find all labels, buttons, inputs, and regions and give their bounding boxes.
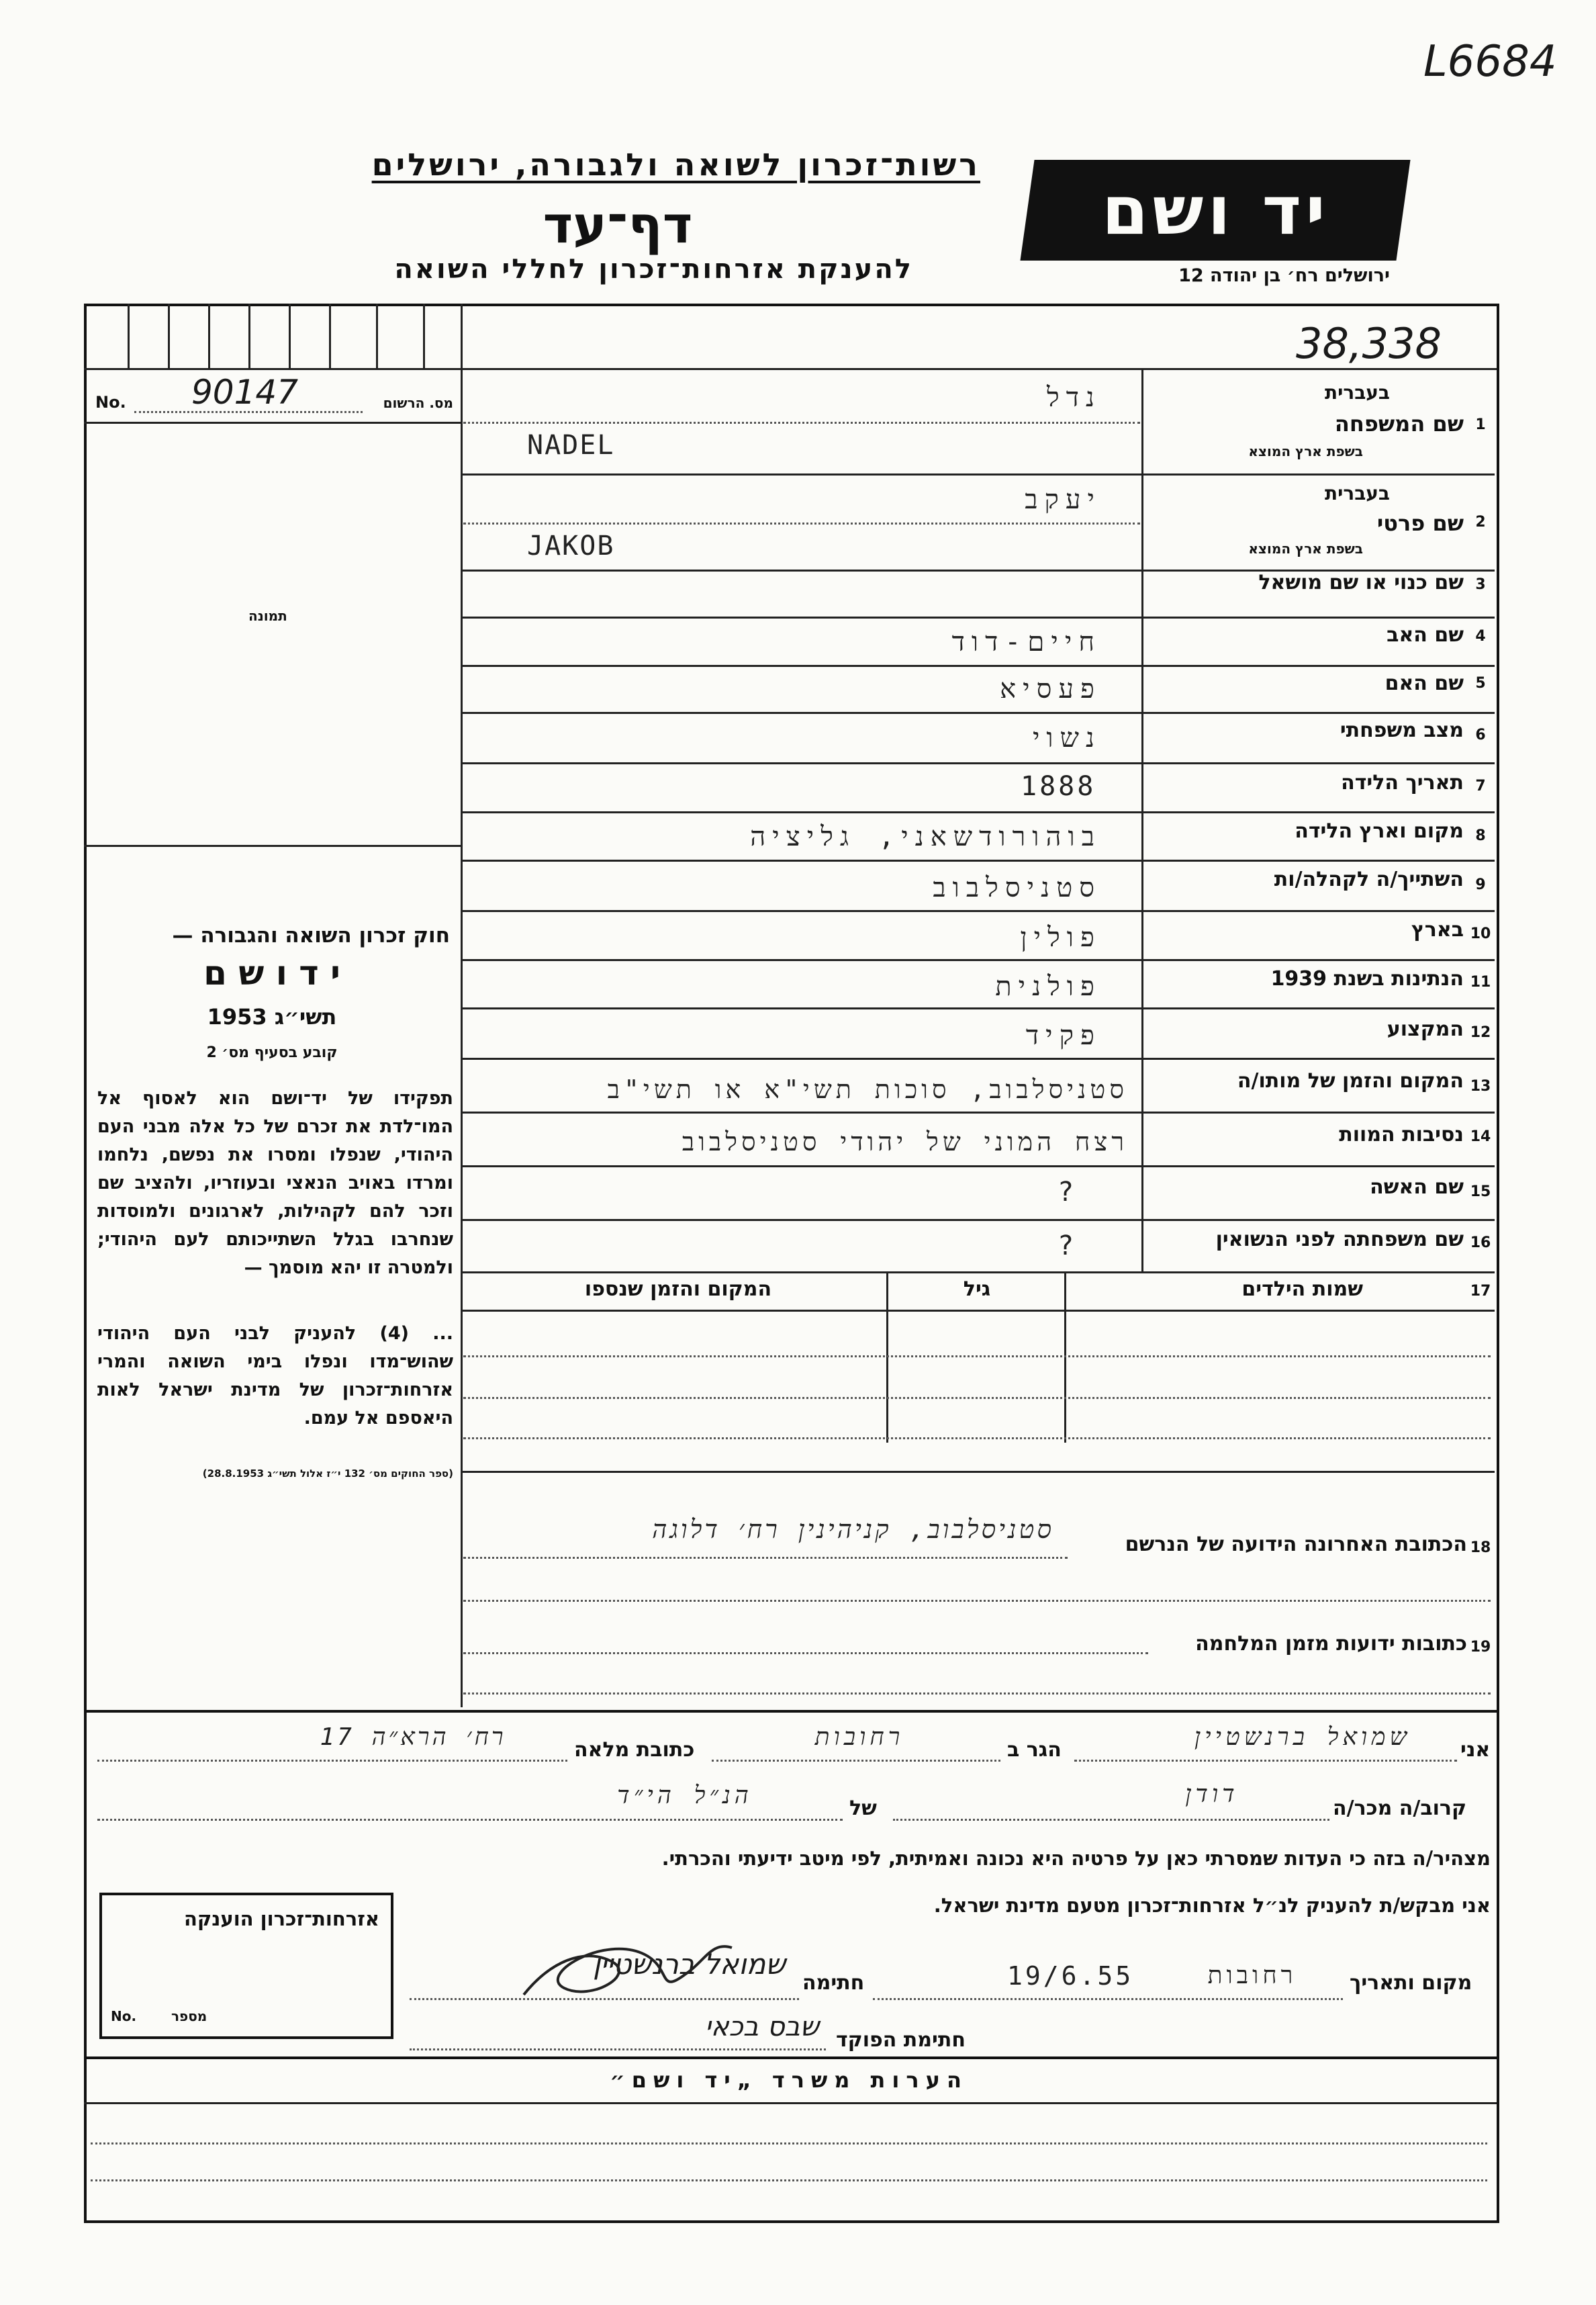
row1-subline (463, 422, 1140, 424)
registration-number: 90147 (191, 373, 299, 412)
authority-heading: רשות־זכרון לשואה ולגבורה, ירושלים (371, 146, 980, 183)
registration-dotted (134, 411, 363, 413)
birth-place: בוהורודשאני, גליציה (750, 821, 1101, 852)
row15-number: 15 (1470, 1183, 1491, 1200)
official-signature-label: חתימת הפוקד (836, 2028, 966, 2052)
profession: פקיד (1025, 1020, 1101, 1051)
death-circumstances: רצח המוני של יהודי סטניסלבוב (682, 1127, 1128, 1157)
community: סטניסלבוב (933, 872, 1101, 903)
law-clause: קובע בסעיף מס׳ 2 (206, 1044, 338, 1061)
law-source: (ספר החוקים מס׳ 132 י״ז אלול תשי״ג 28.8.1953) (202, 1467, 453, 1480)
of-value: הנ״ל הי״ד (617, 1782, 753, 1809)
death-place-time: סטניסלבוב, סוכות תשי"א או תשי"ב (607, 1075, 1128, 1104)
page-title: דף־עד (543, 195, 693, 255)
row5-number: 5 (1475, 675, 1486, 692)
children-age-header: גיל (963, 1277, 991, 1301)
official-line (410, 2048, 826, 2050)
top-strip-line (84, 368, 1497, 370)
label-column-divider (1141, 368, 1143, 1271)
relation-line (893, 1819, 1329, 1821)
children-place-header: המקום והזמן שנספו (584, 1277, 772, 1301)
row6-number: 6 (1475, 727, 1486, 743)
row9-number: 9 (1475, 876, 1486, 893)
row9-bottom (461, 910, 1495, 912)
logo-address: ירושלים רח׳ בן יהודה 12 (1178, 265, 1390, 286)
grant-no-label: No. (111, 2008, 137, 2024)
row9-label: השתייך/ה לקהלה/ות (1274, 868, 1464, 891)
last-address: סטניסלבוב, קניהינין רח׳ דלוגה (652, 1515, 1054, 1544)
left-column-divider (461, 304, 463, 1707)
grant-number-label: מספר (171, 2008, 207, 2024)
grant-box-title: אזרחות־זכרון הוענקה (183, 1907, 379, 1930)
box-divider (289, 304, 291, 368)
row19-number: 19 (1470, 1639, 1491, 1656)
row19-label: כתובות ידועות מזמן המלחמה (1195, 1632, 1467, 1656)
row6-label: מצב משפחתי (1340, 719, 1464, 742)
row1-bottom (461, 473, 1495, 476)
row14-bottom (461, 1165, 1495, 1167)
row18-number: 18 (1470, 1539, 1491, 1556)
yad-vashem-logo (1020, 160, 1410, 261)
row14-number: 14 (1470, 1128, 1491, 1145)
statement-1: מצהיר/ה בזה כי העדות שמסרתי כאן על פרטיה היא נכונה ואמיתית, לפי מיטב ידיעתי והכרתי. (661, 1847, 1491, 1870)
mother-name: פעסיא (1000, 674, 1101, 705)
official-signature: שבס בכאי (704, 2012, 819, 2042)
archive-number: L6684 (1423, 37, 1557, 87)
declarant-line (1074, 1760, 1457, 1762)
row11-label: הנתינות בשנת 1939 (1270, 967, 1464, 991)
father-name: חיים-דוד (951, 627, 1101, 658)
signature-scribble (510, 1921, 779, 2015)
notes-line (91, 2142, 1487, 2144)
file-number: 38,338 (1296, 319, 1442, 368)
row13-label: המקום והזמן של מותו/ה (1237, 1069, 1464, 1093)
city-line (712, 1760, 1000, 1762)
signature-line (410, 1998, 799, 2000)
box-divider (423, 304, 425, 368)
row2-subline (463, 523, 1140, 525)
declarant-city: רחובות (814, 1723, 904, 1751)
page-subtitle: להענקת אזרחות־זכרון לחללי השואה (394, 254, 913, 285)
row10-number: 10 (1470, 925, 1491, 942)
living-in-label: הגר ב (1007, 1738, 1062, 1762)
photo-box-bottom (84, 845, 461, 847)
children-names-header: שמות הילדים (1241, 1277, 1363, 1301)
row4-label: שם האב (1387, 623, 1464, 647)
row18-line2 (463, 1600, 1491, 1602)
sign-place: רחובות (1207, 1962, 1297, 1989)
row8-number: 8 (1475, 827, 1486, 844)
row2-hebrew-label: בעברית (1324, 482, 1390, 504)
row1-origin-label: בשפת ארץ המוצא (1248, 443, 1363, 459)
law-title: י ד ו ש ם (203, 954, 340, 993)
row18-line (463, 1557, 1068, 1559)
row12-number: 12 (1470, 1024, 1491, 1041)
place-date-label: מקום ותאריך (1350, 1971, 1472, 1995)
row16-label: שם משפחתה לפני הנשואין (1215, 1228, 1464, 1251)
nationality-1939: פולנית (995, 971, 1101, 1002)
row3-number: 3 (1475, 576, 1486, 593)
row13-bottom (461, 1112, 1495, 1114)
wife-name: ? (1058, 1177, 1081, 1208)
marital-status: נשוי (1032, 723, 1101, 754)
row6-bottom (461, 762, 1495, 764)
family-name-origin: NADEL (527, 430, 615, 461)
row13-number: 13 (1470, 1078, 1491, 1095)
children-row-line (463, 1437, 1491, 1439)
row7-number: 7 (1475, 778, 1486, 795)
row5-label: שם האם (1384, 672, 1464, 695)
row2-label: שם פרטי (1376, 510, 1464, 536)
row18-label: הכתובת האחרונה הידועה של הנרשם (1125, 1533, 1467, 1556)
registration-heb-label: מס. הרשום (383, 395, 453, 411)
family-name-hebrew: נדל (1047, 382, 1101, 413)
row10-label: בארץ (1411, 918, 1464, 942)
row2-number: 2 (1475, 514, 1486, 531)
row8-label: מקום וארץ הלידה (1295, 819, 1464, 843)
relation-label: קרוב/ה מכר/ה (1333, 1797, 1467, 1820)
wife-maiden-name: ? (1058, 1230, 1081, 1261)
row2-origin-label: בשפת ארץ המוצא (1248, 541, 1363, 557)
row19-line (463, 1652, 1148, 1654)
row1-label: שם המשפחה (1334, 411, 1464, 437)
box-divider (248, 304, 250, 368)
row12-bottom (461, 1058, 1495, 1060)
row7-bottom (461, 811, 1495, 813)
children-header-line (461, 1310, 1495, 1312)
signature-label: חתימה (802, 1971, 865, 1995)
children-row-line (463, 1397, 1491, 1399)
full-address-label: כתובת מלאה (574, 1738, 695, 1762)
first-name-origin: JAKOB (527, 531, 615, 561)
box-divider (208, 304, 210, 368)
declarant-signature: שמואל ברנשטיין (592, 1948, 786, 1981)
law-paragraph-1: תפקידו של יד־ושם הוא לאסוף אל המו־לדת את זכרם של כל אלה מבני העם היהודי, שנפלו ומסרו את נפשם, נלחמו ומרדו באויב הנאצי ובעוזריו, ולהציב שם וזכר להם לקהילות, לארגונים ולמוסדות שנחרבו בגלל השתייכותם לעם היהודי; ולמטרה זו יהא מוסמך — (97, 1088, 453, 1278)
row16-number: 16 (1470, 1234, 1491, 1251)
birth-date: 1888 (1021, 771, 1096, 802)
law-heading: חוק זכרון השואה והגבורה — (172, 923, 450, 948)
notes-line (91, 2179, 1487, 2181)
row17-number: 17 (1470, 1283, 1491, 1300)
full-address: רח׳ הרא״ה 17 (320, 1723, 506, 1751)
first-name-hebrew: יעקב (1025, 484, 1101, 515)
law-year: תשי״ג 1953 (207, 1004, 337, 1030)
relation-value: דודן (1185, 1780, 1239, 1808)
row3-label: שם כנוי או שם מושאל (1258, 571, 1464, 594)
address-line (97, 1760, 567, 1762)
row3-bottom (461, 617, 1495, 619)
box-divider (376, 304, 378, 368)
row11-number: 11 (1470, 974, 1491, 991)
children-bottom (461, 1471, 1495, 1473)
row4-bottom (461, 665, 1495, 667)
declarant-name: שמואל ברנשטיין (1194, 1723, 1411, 1751)
statement-2: אני מבקש/ת להעניק לנ״ל אזרחות־זכרון מטעם מדינת ישראל. (933, 1894, 1491, 1917)
row4-number: 4 (1475, 628, 1486, 645)
row15-bottom (461, 1219, 1495, 1221)
country: פולין (1020, 922, 1101, 953)
box-divider (168, 304, 170, 368)
place-date-line (873, 1998, 1343, 2000)
of-line (97, 1819, 843, 1821)
row1-hebrew-label: בעברית (1324, 381, 1390, 404)
notes-title: הערות משרד „יד ושם״ (610, 2067, 968, 2093)
registration-line (84, 422, 461, 424)
box-divider (128, 304, 130, 368)
declaration-i: אני (1460, 1738, 1491, 1762)
logo-text: יד ושם (1101, 171, 1329, 250)
row14-label: נסיבות המוות (1339, 1123, 1464, 1146)
row5-bottom (461, 712, 1495, 714)
row11-bottom (461, 1007, 1495, 1009)
row8-bottom (461, 860, 1495, 862)
row10-bottom (461, 959, 1495, 961)
of-label: של (849, 1797, 877, 1820)
law-paragraph-2: ... (4) להעניק לבני העם היהודי שהוש־מדו ונפלו בימי השואה והמרי אזרחות־זכרון של מדינת ישראל לאות היאספם אל עמם. (97, 1323, 454, 1429)
notes-header-line (84, 2102, 1497, 2104)
row12-label: המקצוע (1387, 1018, 1464, 1041)
box-divider (329, 304, 331, 368)
row16-bottom (461, 1271, 1495, 1273)
registration-no-label: No. (95, 393, 126, 412)
row15-label: שם האשה (1370, 1175, 1464, 1199)
row7-label: תאריך הלידה (1341, 771, 1464, 795)
sign-date: 19/6.55 (1007, 1961, 1134, 1991)
photo-label: תמונה (248, 608, 287, 624)
children-row-line (463, 1355, 1491, 1357)
row1-number: 1 (1475, 416, 1486, 433)
row19-line2 (463, 1692, 1491, 1694)
